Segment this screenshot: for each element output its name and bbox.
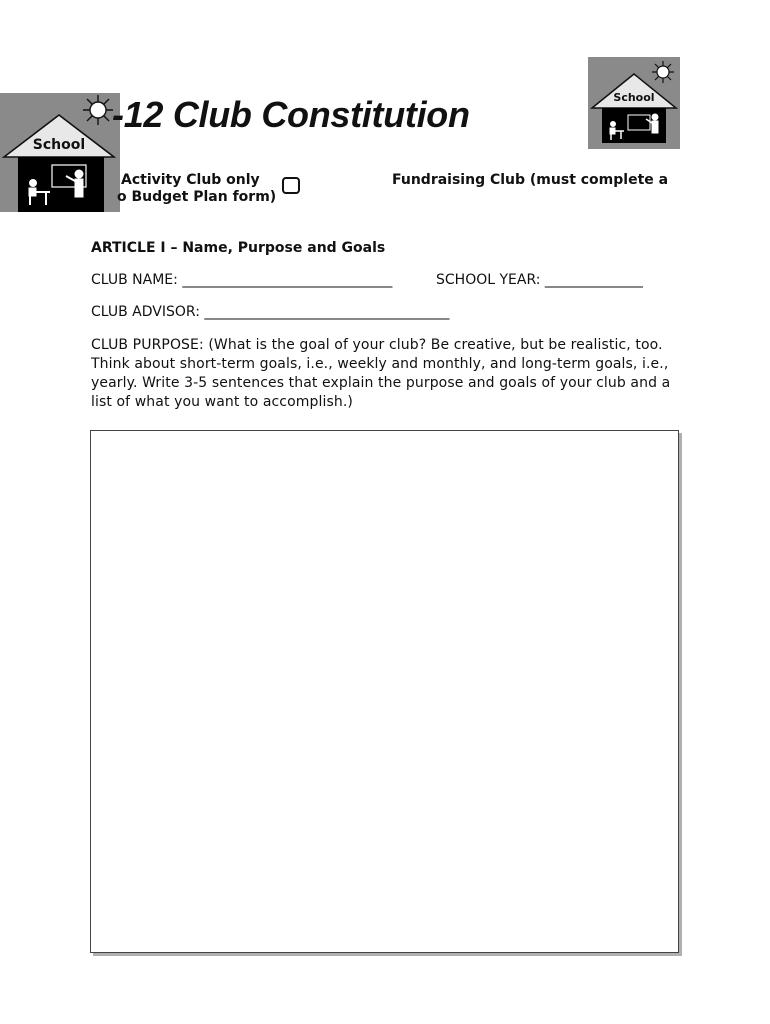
activity-club-option-line2: o Budget Plan form) <box>117 189 277 205</box>
page-title: -12 Club Constitution <box>112 94 470 135</box>
logo-label: School <box>613 91 655 104</box>
sun-icon <box>83 95 113 125</box>
club-name-field[interactable]: CLUB NAME: ______________________________ <box>91 272 393 288</box>
fundraising-club-checkbox[interactable] <box>282 177 300 194</box>
sun-icon <box>652 61 674 83</box>
school-year-field[interactable]: SCHOOL YEAR: ______________ <box>436 272 643 288</box>
activity-club-option-line1: Activity Club only <box>121 172 260 188</box>
club-purpose-textbox[interactable] <box>90 430 679 953</box>
club-advisor-field[interactable]: CLUB ADVISOR: ___________________________________ <box>91 304 450 320</box>
school-logo-icon <box>0 93 120 212</box>
fundraising-club-option: Fundraising Club (must complete a <box>392 172 669 188</box>
club-purpose-instructions: CLUB PURPOSE: (What is the goal of your club? Be creative, but be realistic, too. Think about short-term goals, i.e., weekly and monthly, and long-term goals, i.e., yearly. Write 3-5 sentences that explain the purpose and goals of your club and a list of what you want to accomplish.) <box>91 337 671 410</box>
article-heading: ARTICLE I – Name, Purpose and Goals <box>91 240 386 256</box>
logo-label: School <box>32 137 86 153</box>
school-logo-icon <box>588 57 680 149</box>
